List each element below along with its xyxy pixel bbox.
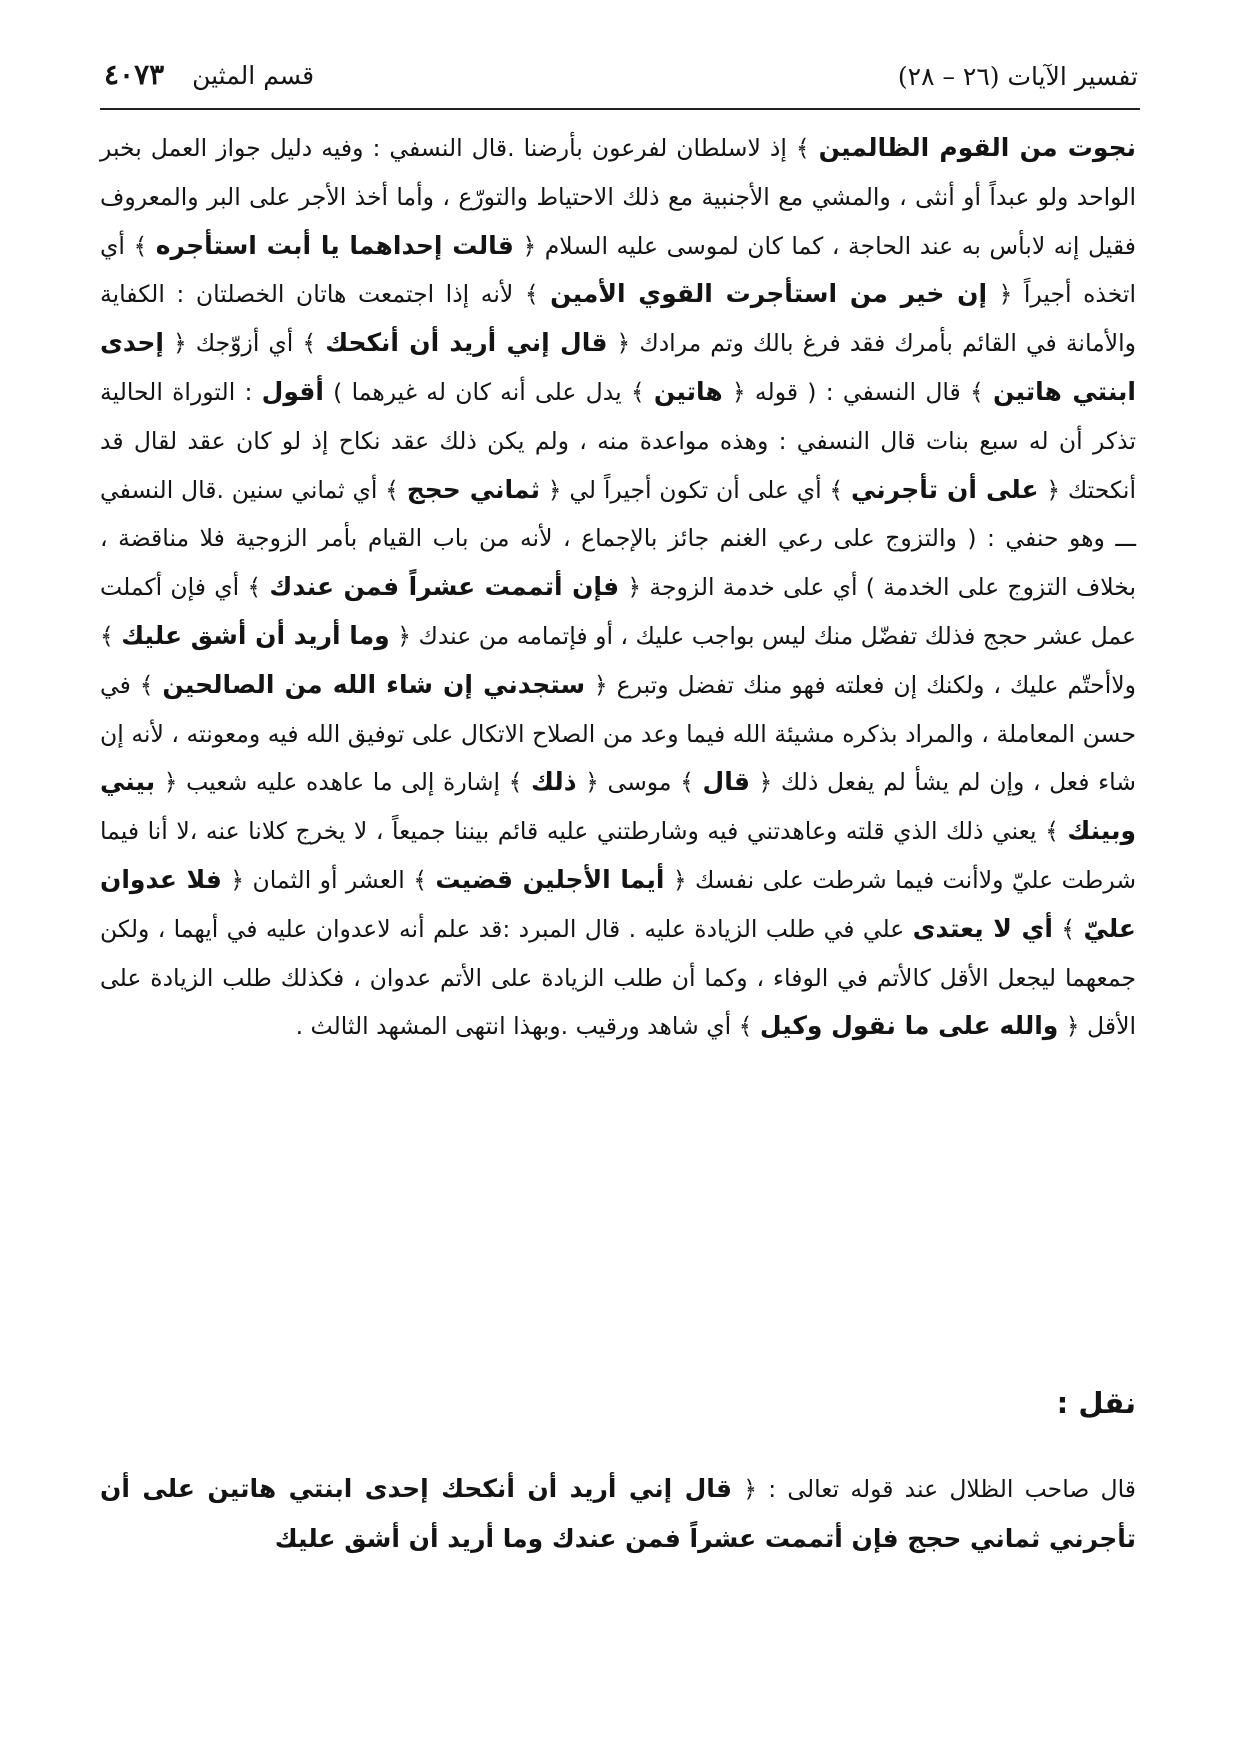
commentary-text: ﴾ أي اتخذه أجيراً ﴿ — [100, 231, 1136, 309]
quran-text: نجوت من القوم الظالمين — [818, 133, 1136, 162]
quran-text: وما أريد أن أشق عليك — [121, 620, 390, 650]
quran-text: إحدى ابنتي هاتين — [100, 328, 1136, 406]
quran-text: قال إني أريد أن أنكحك إحدى ابنتي هاتين على أن تأجرني ثماني حجج فإن أتممت عشراً فمن عندك وما أريد أن أشق عليك — [100, 1474, 1136, 1553]
quran-text: إن خير من استأجرت القوي الأمين — [550, 279, 988, 309]
quran-text: على أن تأجرني — [851, 474, 1039, 504]
header-book-info — [104, 58, 314, 91]
commentary-text: : التوراة الحالية تذكر أن له سبع بنات قال النسفي : وهذه مواعدة منه ، ولم يكن ذلك عقد نكاح إذ لو كان عقد لقال قد أنكحتك ﴿ — [100, 377, 1136, 504]
quran-text: ثماني حجج — [406, 474, 541, 504]
commentary-text: ﴾ لأنه إذا اجتمعت هاتان الخصلتان : الكفاية والأمانة في القائم بأمرك فقد فرغ بالك وتم مرادك ﴿ — [100, 280, 1136, 358]
quran-text: ستجدني إن شاء الله من الصالحين — [162, 669, 586, 699]
emphasis-text: أقول — [261, 376, 324, 406]
commentary-text: ﴾ — [1052, 914, 1084, 943]
quran-text: فلا عدوان عليّ — [100, 864, 1137, 943]
page-number: ٤٠٧٣ — [104, 58, 165, 91]
commentary-text: ﴾ أي ثماني سنين .قال النسفي ـــ وهو حنفي : ( والتزوج على رعي الغنم جائز بالإجماع ، لأنه من باب القيام بأمر الزوجية فلا مناقضة ، بخلاف التزوج على الخدمة ) أي على خدمة الزوجة ﴿ — [100, 475, 1136, 602]
quotation-intro: قال صاحب الظلال عند قوله تعالى : ﴿ — [732, 1475, 1136, 1503]
header-section-title: تفسير الآيات (٢٦ – ٢٨) — [897, 62, 1138, 91]
quran-text: والله على ما نقول وكيل — [759, 1011, 1059, 1041]
commentary-text: ﴾ أي أزوّجك ﴿ — [163, 329, 326, 358]
commentary-text: ﴾ أي على أن تكون أجيراً لي ﴿ — [540, 475, 851, 504]
commentary-text: ﴾ العشر أو الثمان ﴿ — [221, 865, 436, 894]
commentary-text: ﴾ إذ لاسلطان لفرعون بأرضنا .قال النسفي : وفيه دليل جواز العمل بخبر الواحد ولو عبداً أو أنثى ، والمشي مع الأجنبية مع ذلك الاحتياط والتورّع ، وأما أخذ الأجر على البر والمعروف فقيل إنه لابأس به عند الحاجة ، كما كان لموسى عليه السلام ﴿ — [100, 134, 1136, 260]
running-header — [104, 58, 1138, 100]
header-divider — [100, 108, 1140, 110]
quran-text: بيني وبينك — [100, 767, 1136, 846]
commentary-paragraph — [100, 124, 1136, 1051]
commentary-text: ﴾ موسى ﴿ — [576, 768, 703, 797]
quran-text: ذلك — [531, 767, 577, 797]
commentary-text: ﴾ يعني ذلك الذي قلته وعاهدتني فيه وشارطتني عليه قائم بيننا جميعاً ، لا يخرج كلانا عنه ،لا أنا فيما شرطت عليّ ولاأنت فيما شرطت على نفسك ﴿ — [100, 817, 1137, 894]
commentary-text: ﴾ أي فإن أكملت عمل عشر حجج فذلك تفضّل منك ليس بواجب عليك ، أو فإتمامه من عندك ﴿ — [100, 573, 1136, 650]
commentary-text: ﴾ أي شاهد ورقيب .وبهذا انتهى المشهد الثالث . — [295, 1012, 760, 1041]
quotation-block — [100, 1464, 1136, 1564]
commentary-body — [100, 124, 1136, 1051]
commentary-text: ﴾ ولاأحتّم عليك ، ولكنك إن فعلته فهو منك تفضل وتبرع ﴿ — [100, 621, 1136, 699]
header-book-section: قسم المثين — [192, 61, 315, 90]
quotation-paragraph — [100, 1464, 1136, 1564]
quran-text: أيما الأجلين قضيت — [435, 864, 665, 894]
quran-text: هاتين — [653, 376, 723, 406]
section-heading: نقل : — [1056, 1386, 1136, 1420]
emphasis-text: أي لا يعتدى — [912, 913, 1053, 943]
quran-text: قال إني أريد أن أنكحك — [325, 328, 608, 358]
commentary-text: ﴾ قال النسفي : ( قوله ﴿ — [722, 377, 994, 406]
quran-text: قال — [702, 767, 750, 797]
commentary-text: ﴾ في حسن المعاملة ، والمراد بذكره مشيئة الله فيما وعد من الصلاح الاتكال على توفيق الله فيه ومعونته ، لأنه إن شاء فعل ، وإن لم يشأ لم يفعل ذلك ﴿ — [100, 670, 1136, 797]
commentary-text: ﴾ إشارة إلى ما عاهده عليه شعيب ﴿ — [155, 768, 532, 797]
quran-text: فإن أتممت عشراً فمن عندك — [269, 572, 620, 602]
commentary-text: علي في طلب الزيادة عليه . قال المبرد :قد علم أنه لاعدوان عليه في أيهما ، ولكن جمعهما ليجعل الأقل كالأتم في الوفاء ، وكما أن طلب الزيادة على الأتم عدوان ، فكذلك طلب الزيادة على الأقل ﴿ — [100, 914, 1136, 1041]
commentary-text: ﴾ يدل على أنه كان له غيرهما ) — [323, 377, 654, 406]
quran-text: قالت إحداهما يا أبت استأجره — [155, 230, 514, 260]
